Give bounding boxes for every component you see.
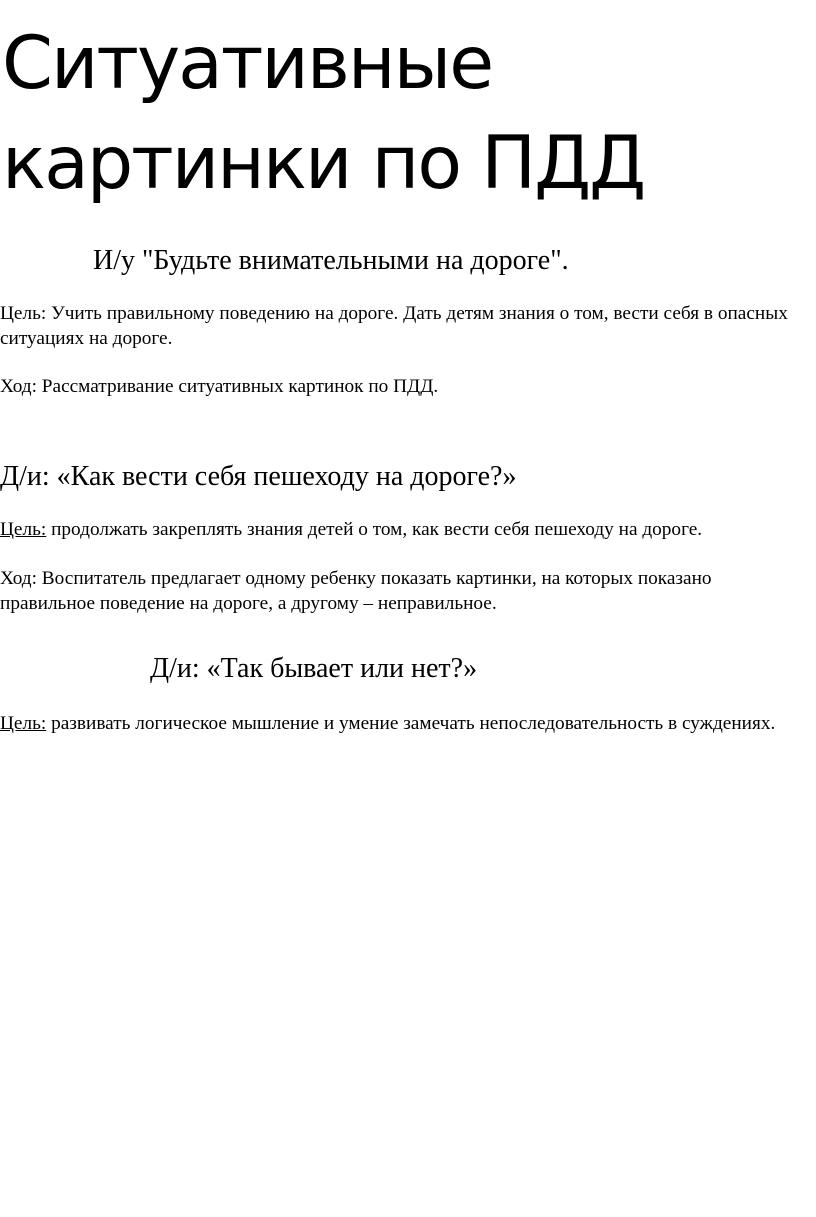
- section2-goal: [0, 517, 790, 542]
- page-title: Ситуативные картинки по ПДД: [2, 21, 645, 206]
- section1-goal: Цель: Учить правильному поведению на дороге. Дать детям знания о том, вести себя в опасных ситуациях на дороге.: [0, 303, 788, 349]
- section3-heading: Д/и: «Так бывает или нет?»: [150, 653, 478, 684]
- section3-goal: [0, 711, 790, 736]
- section2-goal-text: продолжать закреплять знания детей о том, как вести себя пешеходу на дороге.: [46, 519, 703, 540]
- section1-heading: И/у "Будьте внимательными на дороге".: [93, 245, 569, 276]
- section2-goal-label: Цель:: [0, 519, 47, 540]
- section3-goal-label: Цель:: [0, 713, 47, 734]
- section1-procedure: Ход: Рассматривание ситуативных картинок по ПДД.: [0, 376, 439, 397]
- section3-goal-text: развивать логическое мышление и умение замечать непоследовательность в суждениях.: [46, 713, 776, 734]
- section2-heading: Д/и: «Как вести себя пешеходу на дороге?»: [0, 461, 517, 492]
- section2-procedure: Ход: Воспитатель предлагает одному ребенку показать картинки, на которых показано правильное поведение на дороге, а другому – неправильное.: [0, 568, 712, 614]
